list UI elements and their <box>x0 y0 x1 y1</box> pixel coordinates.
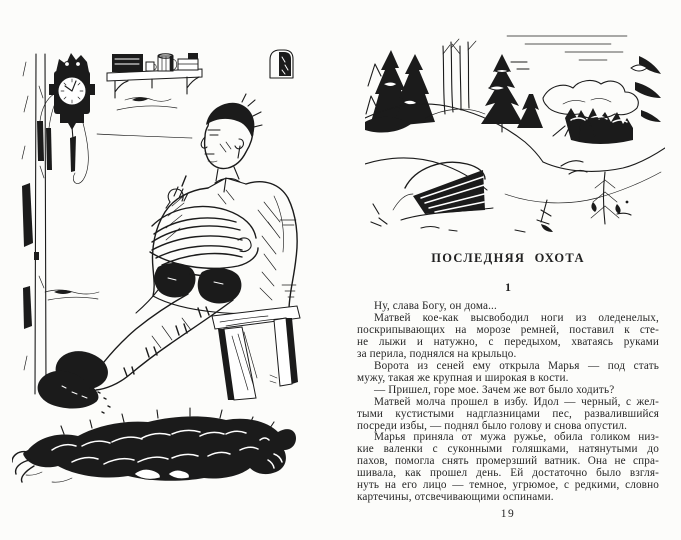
text-line: посреди избы, — поднял было голову и снова опустил. <box>357 419 628 432</box>
section-number: 1 <box>505 280 511 294</box>
text-line: пахов, помогла снять промерзший ватник. Она не спра- <box>357 455 659 468</box>
right-page <box>345 0 681 540</box>
text-line: Марья приняла от мужа ружье, обила голиком низ- <box>374 431 659 444</box>
text-line: кие валенки с суконными голяшками, натянутыми до <box>357 443 659 456</box>
text-line: картечины, отсвечивающими оспинами. <box>357 491 554 504</box>
text-line: Матвей молча прошел в избу. Идол — черный, с жел- <box>374 395 659 408</box>
left-fir-trees <box>365 50 435 132</box>
distant-trees <box>565 108 633 144</box>
text-line: не лыжи и натужно, с передыхом, хватаясь руками <box>357 335 659 348</box>
text-line: поскрипывающих на морозе ремней, поставил к сте- <box>357 323 659 336</box>
bench <box>212 306 300 400</box>
chapter-title: ПОСЛЕДНЯЯ ОХОТА <box>431 251 585 265</box>
man-figure <box>38 94 298 413</box>
wall-vent <box>270 50 293 78</box>
text-line: Ворота из сеней ему открыла Марья — под стать <box>374 359 659 372</box>
text-line: за перила, поднялся на крыльцо. <box>357 347 517 360</box>
text-line: тыми кустистыми надглазницами пес, развалившийся <box>357 407 659 420</box>
dog <box>12 408 296 482</box>
body-text <box>357 301 659 504</box>
cabin <box>393 162 493 220</box>
text-line: мужу, такая же крупная и широкая в кости. <box>357 371 569 384</box>
text-line: — Пришел, горе мое. Зачем же вот было ходить? <box>374 383 615 396</box>
interior-illustration <box>12 26 332 496</box>
text-line: Ну, слава Богу, он дома... <box>374 300 497 312</box>
birch-trunks <box>443 39 476 114</box>
text-line: нуть на его лицо — темное, угрюмое, с редкими, словно <box>357 479 659 492</box>
winter-illustration <box>365 22 665 240</box>
floor-marks <box>45 290 99 300</box>
wall-seam <box>97 134 192 138</box>
door-frame <box>22 54 46 394</box>
page-number: 19 <box>500 508 516 520</box>
wall-shelf <box>107 53 202 110</box>
hair <box>206 103 254 138</box>
text-line: Матвей кое-как высвободил ноги из оледенелых, <box>374 311 659 324</box>
sky-strokes <box>507 36 627 69</box>
text-line: шивала, как прошел день. Ей достаточно было взгля- <box>357 467 659 480</box>
